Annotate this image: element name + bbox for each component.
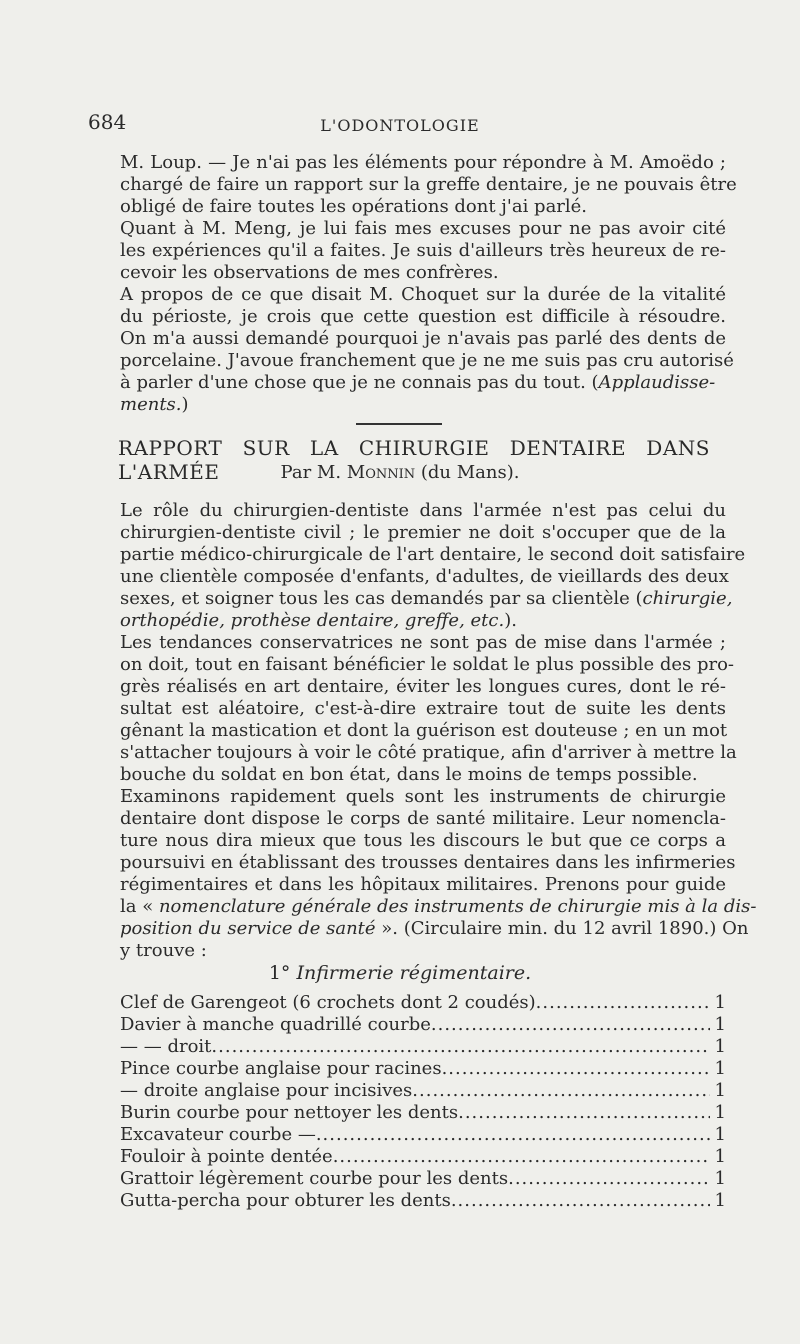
article-byline: Par M. Monnin (du Mans). (280, 462, 520, 483)
leader-dots (442, 1058, 710, 1080)
instrument-row (120, 1102, 726, 1124)
leader-dots (508, 1168, 710, 1190)
applause-italic: Applaudisse- (598, 372, 716, 393)
leader-dots (316, 1124, 710, 1146)
intro-line: A propos de ce que disait M. Choquet sur la durée de la vitalité (120, 284, 726, 305)
running-title: L'ODONTOLOGIE (320, 116, 480, 135)
instrument-row (120, 1146, 726, 1168)
instrument-name: Fouloir à pointe dentée (120, 1146, 333, 1167)
body-line: Le rôle du chirurgien-dentiste dans l'armée n'est pas celui du (120, 500, 726, 521)
intro-line: cevoir les observations de mes confrères. (120, 262, 499, 283)
leader-dots (333, 1146, 710, 1168)
body-line: sultat est aléatoire, c'est-à-dire extraire tout de suite les dents (120, 698, 726, 719)
body-line: la « nomenclature générale des instruments de chirurgie mis à la dis- (120, 896, 757, 917)
intro-line: M. Loup. — Je n'ai pas les éléments pour répondre à M. Amoëdo ; (120, 152, 726, 173)
body-line: sexes, et soigner tous les cas demandés par sa clientèle (chirurgie, (120, 588, 733, 609)
leader-dots (431, 1014, 710, 1036)
list-heading: 1° Infirmerie régimentaire. (268, 962, 532, 984)
body-line: orthopédie, prothèse dentaire, greffe, etc.). (120, 610, 517, 631)
body-line: ture nous dira mieux que tous les discours le but que ce corps a (120, 830, 726, 851)
instrument-name: Excavateur courbe — (120, 1124, 316, 1145)
instrument-name: Clef de Garengeot (6 crochets dont 2 coudés) (120, 992, 536, 1013)
instrument-quantity: 1 (714, 1124, 726, 1145)
article-title: RAPPORT SUR LA CHIRURGIE DENTAIRE DANS L'ARMÉE (118, 436, 710, 484)
body-line: chirurgien-dentiste civil ; le premier ne doit s'occuper que de la (120, 522, 726, 543)
body-line: poursuivi en établissant des trousses dentaires dans les infirmeries (120, 852, 736, 873)
body-line: dentaire dont dispose le corps de santé militaire. Leur nomencla- (120, 808, 726, 829)
instrument-quantity: 1 (714, 1036, 726, 1057)
instrument-row (120, 1168, 726, 1190)
body-line: une clientèle composée d'enfants, d'adultes, de vieillards des deux (120, 566, 729, 587)
intro-line: à parler d'une chose que je ne connais pas du tout. (Applaudisse- (120, 372, 716, 393)
instrument-quantity: 1 (714, 1058, 726, 1079)
body-line: bouche du soldat en bon état, dans le moins de temps possible. (120, 764, 698, 785)
body-line: gênant la mastication et dont la guérison est douteuse ; en un mot (120, 720, 728, 741)
instrument-quantity: 1 (714, 1080, 726, 1101)
body-line: Les tendances conservatrices ne sont pas de mise dans l'armée ; (120, 632, 726, 653)
body-line: partie médico-chirurgicale de l'art dentaire, le second doit satisfaire (120, 544, 746, 565)
intro-line: On m'a aussi demandé pourquoi je n'avais pas parlé des dents de (120, 328, 726, 349)
intro-line: obligé de faire toutes les opérations dont j'ai parlé. (120, 196, 588, 217)
intro-line: porcelaine. J'avoue franchement que je ne me suis pas cru autorisé (120, 350, 734, 371)
instrument-row (120, 1124, 726, 1146)
instrument-quantity: 1 (714, 1168, 726, 1189)
leader-dots (451, 1190, 710, 1212)
instrument-row (120, 992, 726, 1014)
intro-line: ments.) (120, 394, 189, 415)
intro-line: Quant à M. Meng, je lui fais mes excuses pour ne pas avoir cité (120, 218, 726, 239)
instrument-name: Burin courbe pour nettoyer les dents (120, 1102, 459, 1123)
instrument-quantity: 1 (714, 1014, 726, 1035)
body-line: régimentaires et dans les hôpitaux militaires. Prenons pour guide (120, 874, 726, 895)
body-line: y trouve : (120, 940, 207, 961)
body-line: on doit, tout en faisant bénéficier le soldat le plus possible des pro- (120, 654, 734, 675)
instrument-name: Gutta-percha pour obturer les dents (120, 1190, 451, 1211)
intro-line: chargé de faire un rapport sur la greffe dentaire, je ne pouvais être (120, 174, 737, 195)
leader-dots (458, 1102, 710, 1124)
instrument-quantity: 1 (714, 1146, 726, 1167)
leader-dots (536, 992, 710, 1014)
leader-dots (412, 1080, 710, 1102)
instrument-quantity: 1 (714, 1102, 726, 1123)
intro-line: du périoste, je crois que cette question est difficile à résoudre. (120, 306, 726, 327)
instrument-row (120, 1080, 726, 1102)
instrument-row (120, 1036, 726, 1058)
instrument-name: Grattoir légèrement courbe pour les dents (120, 1168, 509, 1189)
body-line: Examinons rapidement quels sont les instruments de chirurgie (120, 786, 726, 807)
instrument-name: Davier à manche quadrillé courbe (120, 1014, 431, 1035)
instrument-row (120, 1014, 726, 1036)
instrument-name: — — droit (120, 1036, 212, 1057)
leader-dots (211, 1036, 710, 1058)
body-line: grès réalisés en art dentaire, éviter les longues cures, dont le ré- (120, 676, 726, 697)
body-line: s'attacher toujours à voir le côté pratique, afin d'arriver à mettre la (120, 742, 737, 763)
instrument-name: Pince courbe anglaise pour racines (120, 1058, 442, 1079)
intro-line: les expériences qu'il a faites. Je suis d'ailleurs très heureux de re- (120, 240, 726, 261)
instrument-row (120, 1058, 726, 1080)
instrument-quantity: 1 (714, 992, 726, 1013)
instrument-quantity: 1 (714, 1190, 726, 1211)
body-line: position du service de santé ». (Circulaire min. du 12 avril 1890.) On (120, 918, 749, 939)
page-number: 684 (88, 110, 127, 134)
instrument-name: — droite anglaise pour incisives (120, 1080, 413, 1101)
section-rule (356, 423, 442, 425)
instrument-row (120, 1190, 726, 1212)
author-name: Monnin (346, 462, 416, 483)
